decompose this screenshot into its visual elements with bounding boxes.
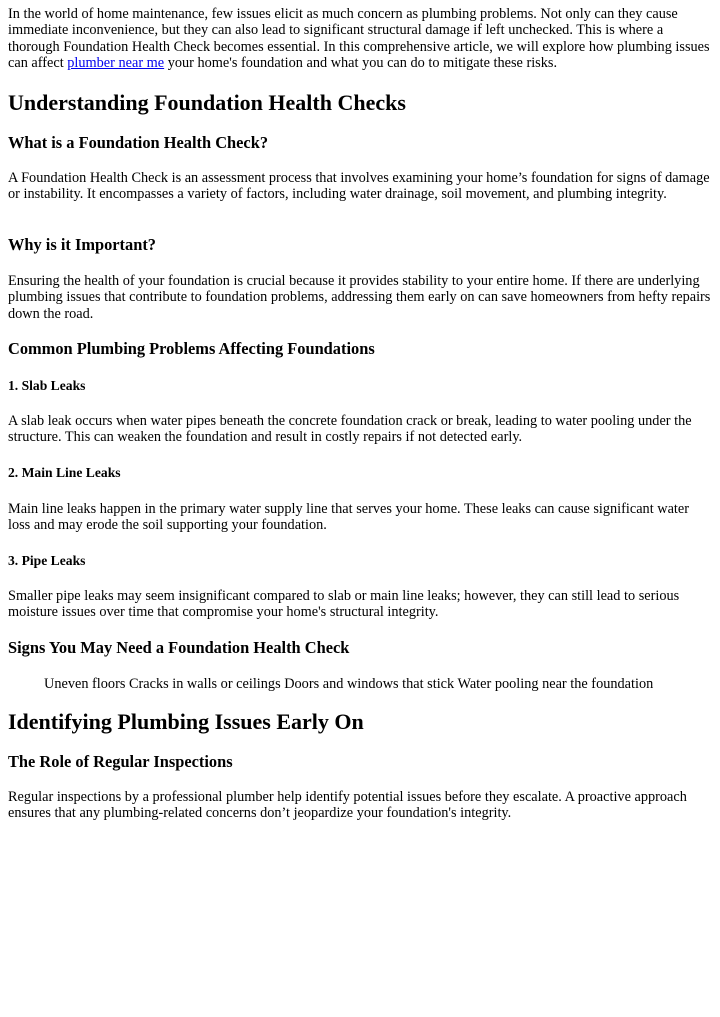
what-is-paragraph: A Foundation Health Check is an assessment process that involves examining your home’s foundation for signs of damage or instability. It encompasses a variety of factors, including water drainage, soil movement, and plumbing integrity. [8,170,710,203]
main-line-leaks-heading: 2. Main Line Leaks [8,465,121,480]
why-important-heading: Why is it Important? [8,235,156,254]
regular-inspections-paragraph: Regular inspections by a professional plumber help identify potential issues before they escalate. A proactive approach ensures that any plumbing-related concerns don’t jeopardize your foundation's integrity. [8,789,687,822]
pipe-leaks-heading: 3. Pipe Leaks [8,553,86,568]
intro-paragraph [8,6,712,72]
regular-inspections-heading: The Role of Regular Inspections [8,752,233,771]
slab-leaks-heading: 1. Slab Leaks [8,378,86,393]
intro-text-after-link: your home's foundation and what you can do to mitigate these risks. [164,55,558,72]
common-problems-heading: Common Plumbing Problems Affecting Foundations [8,339,375,358]
pipe-leaks-paragraph: Smaller pipe leaks may seem insignificant compared to slab or main line leaks; however, they can still lead to serious moisture issues over time that compromise your home's structural integrity. [8,588,680,621]
slab-leaks-paragraph: A slab leak occurs when water pipes beneath the concrete foundation crack or break, leading to water pooling under the structure. This can weaken the foundation and result in costly repairs if not detected early. [8,413,692,446]
why-important-paragraph: Ensuring the health of your foundation is crucial because it provides stability to your entire home. If there are underlying plumbing issues that contribute to foundation problems, addressing them early on can save homeowners from hefty repairs down the road. [8,273,711,322]
intro-text-before-link: In the world of home maintenance, few issues elicit as much concern as plumbing problems. Not only can they cause immediate inconvenience, but they can also lead to significant structural damage if left unchecked. This is where a thorough Foundation Health Check becomes essential. In this comprehensive article, we will explore how plumbing issues can affect [8,6,710,72]
main-line-leaks-paragraph: Main line leaks happen in the primary water supply line that serves your home. These leaks can cause significant water loss and may erode the soil supporting your foundation. [8,501,690,534]
plumber-near-me-link[interactable]: plumber near me [67,55,165,72]
signs-list: Uneven floors Cracks in walls or ceilings Doors and windows that stick Water pooling near the foundation [44,676,654,692]
signs-heading: Signs You May Need a Foundation Health Check [8,638,350,657]
identifying-issues-heading: Identifying Plumbing Issues Early On [8,709,364,734]
understanding-heading: Understanding Foundation Health Checks [8,90,406,115]
what-is-heading: What is a Foundation Health Check? [8,133,269,152]
